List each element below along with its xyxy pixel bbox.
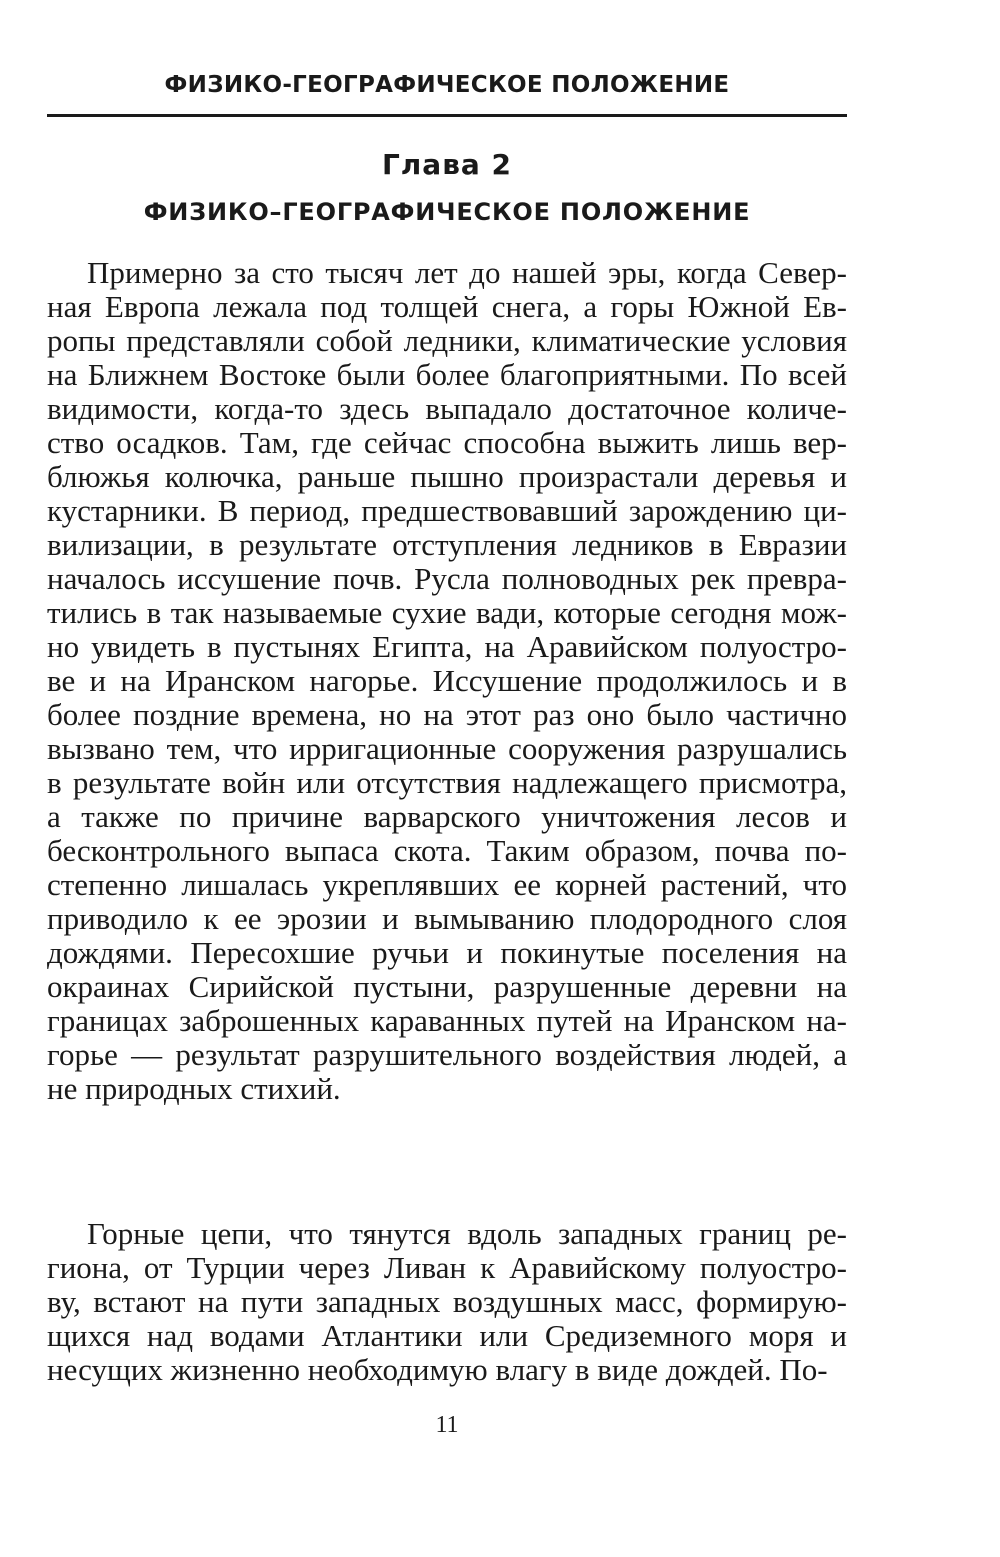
text-line: более поздние времена, но на этот раз оно было частично (47, 697, 847, 732)
text-line: щихся над водами Атлантики или Средиземного моря и (47, 1318, 847, 1353)
text-line: гиона, от Турции через Ливан к Аравийскому полуостро- (47, 1250, 847, 1285)
text-line: тились в так называемые сухие вади, которые сегодня мож- (47, 595, 847, 630)
text-line: границах заброшенных караванных путей на Иранском на- (47, 1003, 847, 1038)
text-line: несущих жизненно необходимую влагу в виде дождей. По- (47, 1352, 828, 1387)
paragraph-1 (47, 256, 847, 1106)
text-line: началось иссушение почв. Русла полноводных рек превра- (47, 561, 847, 596)
text-line: дождями. Пересохшие ручьи и покинутые поселения на (47, 935, 847, 970)
text-line: Примерно за сто тысяч лет до нашей эры, когда Север- (87, 255, 847, 290)
text-line: а также по причине варварского уничтожения лесов и (47, 799, 847, 834)
text-line: ная Европа лежала под толщей снега, а горы Южной Ев- (47, 289, 847, 324)
text-line: ропы представляли собой ледники, климатические условия (47, 323, 847, 358)
header-rule (47, 114, 847, 117)
text-line: вилизации, в результате отступления ледников в Евразии (47, 527, 847, 562)
text-line: ве и на Иранском нагорье. Иссушение продолжилось и в (47, 663, 847, 698)
text-line: но увидеть в пустынях Египта, на Аравийском полуостро- (47, 629, 847, 664)
text-line: ство осадков. Там, где сейчас способна выжить лишь вер- (47, 425, 847, 460)
text-line: горье — результат разрушительного воздействия людей, а (47, 1037, 847, 1072)
text-line: окраинах Сирийской пустыни, разрушенные деревни на (47, 969, 847, 1004)
text-line: кустарники. В период, предшествовавший зарождению ци- (47, 493, 847, 528)
text-line: Горные цепи, что тянутся вдоль западных границ ре- (87, 1216, 847, 1251)
text-line: видимости, когда-то здесь выпадало достаточное количе- (47, 391, 847, 426)
chapter-title: ФИЗИКО–ГЕОГРАФИЧЕСКОЕ ПОЛОЖЕНИЕ (143, 198, 751, 226)
text-line: степенно лишалась укреплявших ее корней растений, что (47, 867, 847, 902)
text-line: в результате войн или отсутствия надлежащего присмотра, (47, 765, 847, 800)
chapter-label: Глава 2 (381, 148, 513, 181)
paragraph-2 (47, 1217, 847, 1387)
page-number: 11 (435, 1412, 459, 1438)
text-line: бесконтрольного выпаса скота. Таким образом, почва по- (47, 833, 847, 868)
text-line: не природных стихий. (47, 1071, 341, 1106)
running-head: ФИЗИКО-ГЕОГРАФИЧЕСКОЕ ПОЛОЖЕНИЕ (164, 72, 730, 98)
text-line: ву, встают на пути западных воздушных масс, формирую- (47, 1284, 847, 1319)
text-line: блюжья колючка, раньше пышно произрастали деревья и (47, 459, 847, 494)
text-line: на Ближнем Востоке были более благоприятными. По всей (47, 357, 847, 392)
text-line: вызвано тем, что ирригационные сооружения разрушались (47, 731, 847, 766)
text-line: приводило к ее эрозии и вымыванию плодородного слоя (47, 901, 847, 936)
